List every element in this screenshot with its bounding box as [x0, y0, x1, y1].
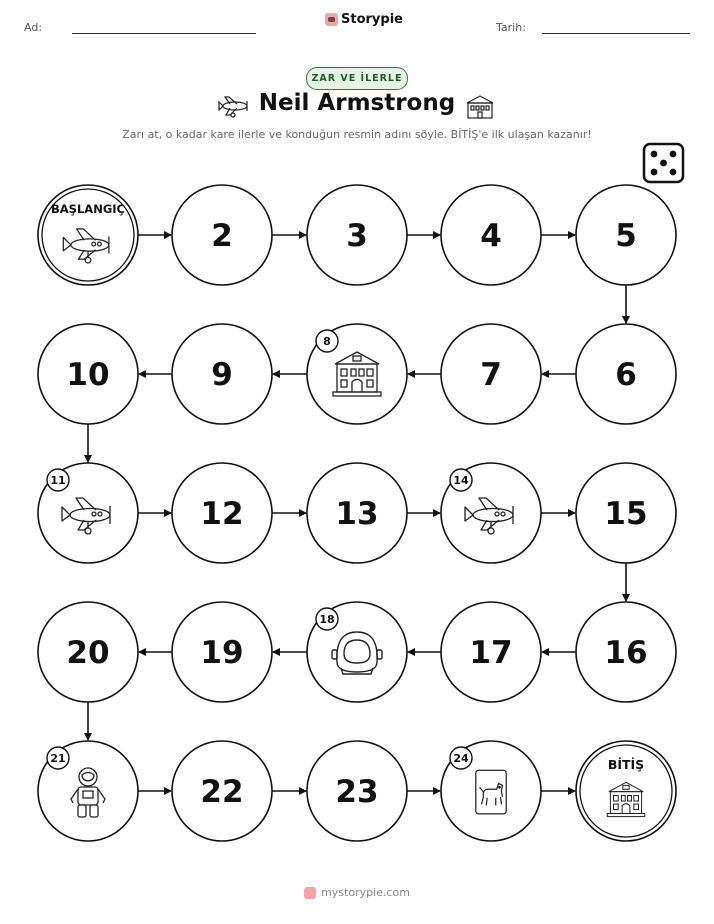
board-space-20[interactable] [38, 602, 138, 702]
instructions: Zarı at, o kadar kare ilerle ve konduğun resmin adını söyle. BİTİŞ'e ilk ulaşan kazanır! [122, 128, 592, 141]
finish-space[interactable] [576, 741, 676, 841]
board-space-9[interactable] [172, 324, 272, 424]
space-number: 21 [50, 752, 66, 765]
board-space-24[interactable] [441, 741, 541, 841]
space-number: 18 [319, 613, 335, 626]
space-number: 6 [615, 357, 637, 393]
storypie-logo-icon [304, 887, 316, 899]
board-space-4[interactable] [441, 185, 541, 285]
footer [0, 886, 714, 899]
space-number: 19 [200, 635, 244, 671]
space-number: 16 [604, 635, 648, 671]
board-space-14[interactable] [441, 463, 541, 563]
start-space[interactable] [38, 185, 138, 285]
board-space-8[interactable] [307, 324, 407, 424]
space-label: BAŞLANGIÇ [51, 202, 125, 216]
space-number: 12 [200, 496, 244, 532]
space-number: 23 [335, 774, 379, 810]
board-space-12[interactable] [172, 463, 272, 563]
space-number: 22 [200, 774, 244, 810]
board-space-18[interactable] [307, 602, 407, 702]
space-circle [38, 185, 138, 285]
board-space-22[interactable] [172, 741, 272, 841]
board-space-2[interactable] [172, 185, 272, 285]
space-number: 11 [50, 474, 66, 487]
board-space-21[interactable] [38, 741, 138, 841]
space-number: 20 [66, 635, 110, 671]
space-label: BİTİŞ [607, 757, 645, 772]
space-number: 15 [604, 496, 648, 532]
space-circle [576, 741, 676, 841]
board-space-19[interactable] [172, 602, 272, 702]
space-number: 4 [480, 218, 502, 254]
page-title: Neil Armstrong [258, 90, 456, 116]
space-number: 17 [469, 635, 513, 671]
board-space-7[interactable] [441, 324, 541, 424]
space-number: 13 [335, 496, 379, 532]
space-number: 10 [66, 357, 110, 393]
brand-name: Storypie [341, 12, 403, 27]
space-number: 9 [211, 357, 233, 393]
space-number: 14 [453, 474, 469, 487]
board-space-23[interactable] [307, 741, 407, 841]
board-space-13[interactable] [307, 463, 407, 563]
board-space-5[interactable] [576, 185, 676, 285]
space-number: 7 [480, 357, 502, 393]
name-label: Ad: [24, 21, 43, 34]
space-number: 8 [323, 335, 331, 348]
board-space-16[interactable] [576, 602, 676, 702]
board-space-3[interactable] [307, 185, 407, 285]
board-space-6[interactable] [576, 324, 676, 424]
space-number: 5 [615, 218, 637, 254]
board-space-17[interactable] [441, 602, 541, 702]
game-type-badge: ZAR VE İLERLE [306, 67, 408, 90]
footer-site[interactable]: mystorypie.com [321, 886, 410, 899]
board-space-10[interactable] [38, 324, 138, 424]
space-number: 3 [346, 218, 368, 254]
board-space-15[interactable] [576, 463, 676, 563]
space-number: 24 [453, 752, 469, 765]
space-number: 2 [211, 218, 233, 254]
date-label: Tarih: [496, 21, 526, 34]
board-space-11[interactable] [38, 463, 138, 563]
